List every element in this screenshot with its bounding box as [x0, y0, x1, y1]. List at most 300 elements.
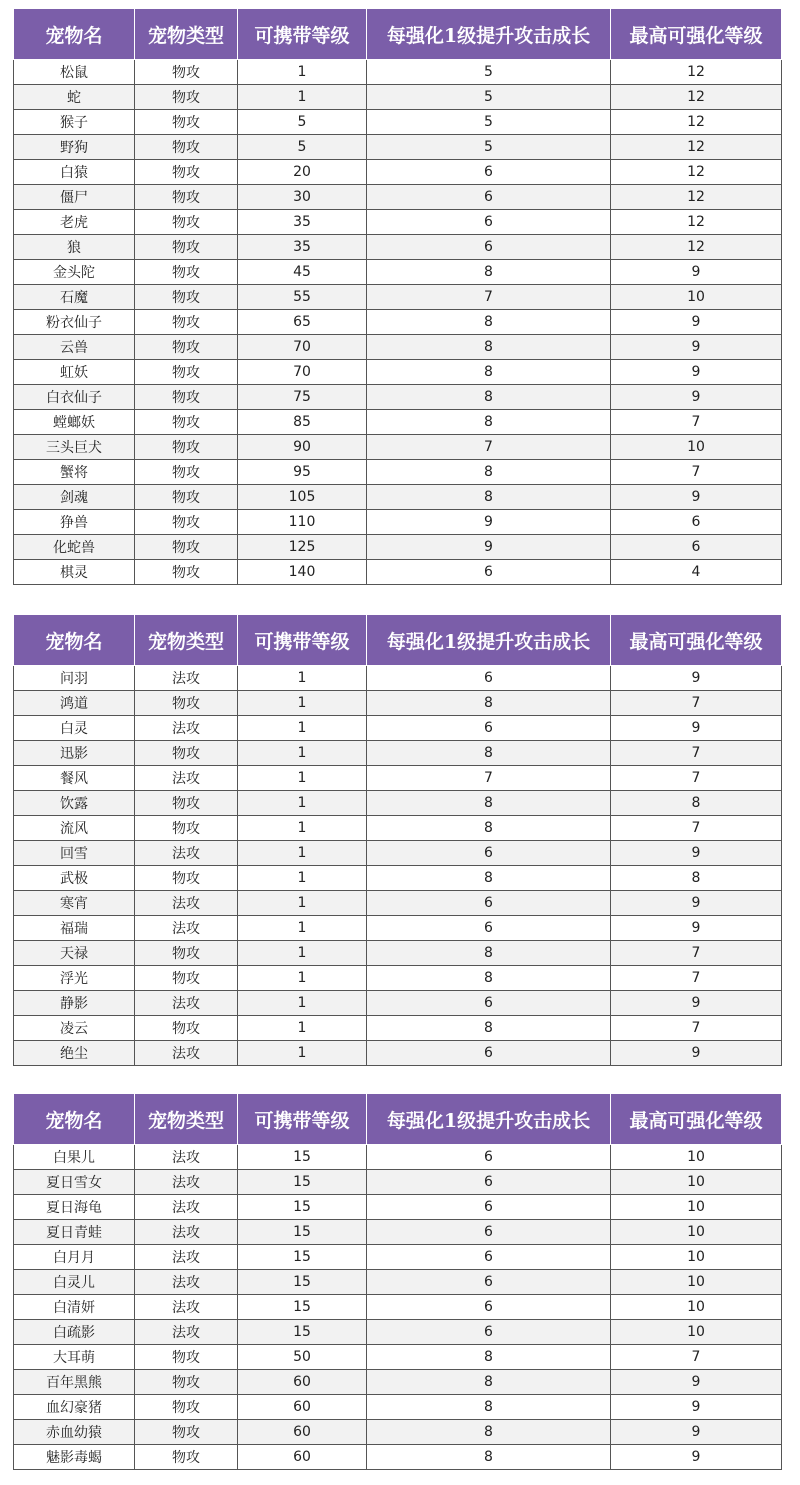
cell-pet-type: 物攻: [135, 741, 238, 766]
cell-pet-type: 物攻: [135, 1420, 238, 1445]
table-row: [14, 410, 782, 435]
cell-max-enhance-level: 9: [611, 1370, 782, 1395]
cell-pet-name: 流风: [14, 816, 135, 841]
cell-carry-level: 95: [238, 460, 367, 485]
col-header-attack-growth: 每强化1级提升攻击成长: [367, 9, 611, 60]
cell-carry-level: 35: [238, 235, 367, 260]
cell-carry-level: 1: [238, 791, 367, 816]
cell-attack-growth: 8: [367, 360, 611, 385]
cell-pet-name: 狰兽: [14, 510, 135, 535]
pet-table-2: [13, 614, 782, 1066]
cell-max-enhance-level: 9: [611, 485, 782, 510]
cell-pet-name: 狼: [14, 235, 135, 260]
cell-max-enhance-level: 10: [611, 1145, 782, 1170]
cell-pet-type: 物攻: [135, 85, 238, 110]
table-row: [14, 510, 782, 535]
cell-max-enhance-level: 8: [611, 791, 782, 816]
cell-attack-growth: 8: [367, 485, 611, 510]
cell-carry-level: 15: [238, 1195, 367, 1220]
table-row: [14, 310, 782, 335]
cell-carry-level: 125: [238, 535, 367, 560]
cell-max-enhance-level: 9: [611, 335, 782, 360]
cell-max-enhance-level: 9: [611, 1445, 782, 1470]
cell-attack-growth: 7: [367, 766, 611, 791]
cell-pet-type: 法攻: [135, 1170, 238, 1195]
table-header-row: [14, 1094, 782, 1145]
cell-max-enhance-level: 7: [611, 941, 782, 966]
cell-carry-level: 15: [238, 1220, 367, 1245]
cell-attack-growth: 8: [367, 1016, 611, 1041]
cell-attack-growth: 5: [367, 110, 611, 135]
cell-attack-growth: 6: [367, 560, 611, 585]
cell-pet-type: 物攻: [135, 60, 238, 85]
cell-attack-growth: 6: [367, 1145, 611, 1170]
cell-attack-growth: 6: [367, 666, 611, 691]
pet-table-2-wrapper: [13, 614, 781, 1066]
cell-pet-type: 法攻: [135, 916, 238, 941]
cell-max-enhance-level: 10: [611, 1220, 782, 1245]
cell-attack-growth: 8: [367, 1420, 611, 1445]
cell-max-enhance-level: 9: [611, 841, 782, 866]
cell-pet-name: 白衣仙子: [14, 385, 135, 410]
cell-attack-growth: 8: [367, 941, 611, 966]
cell-attack-growth: 6: [367, 1270, 611, 1295]
cell-pet-type: 物攻: [135, 966, 238, 991]
cell-pet-type: 物攻: [135, 1016, 238, 1041]
cell-pet-name: 问羽: [14, 666, 135, 691]
table-row: [14, 1445, 782, 1470]
cell-attack-growth: 7: [367, 285, 611, 310]
cell-carry-level: 5: [238, 110, 367, 135]
cell-max-enhance-level: 7: [611, 460, 782, 485]
cell-carry-level: 1: [238, 691, 367, 716]
cell-pet-type: 物攻: [135, 510, 238, 535]
col-header-pet-name: 宠物名: [14, 9, 135, 60]
cell-pet-type: 物攻: [135, 260, 238, 285]
cell-max-enhance-level: 12: [611, 110, 782, 135]
cell-carry-level: 1: [238, 941, 367, 966]
cell-attack-growth: 8: [367, 1395, 611, 1420]
cell-max-enhance-level: 9: [611, 310, 782, 335]
table-row: [14, 160, 782, 185]
cell-max-enhance-level: 9: [611, 991, 782, 1016]
col-header-carry-level: 可携带等级: [238, 9, 367, 60]
table-row: [14, 841, 782, 866]
table-row: [14, 85, 782, 110]
cell-pet-name: 白灵: [14, 716, 135, 741]
cell-carry-level: 1: [238, 816, 367, 841]
cell-attack-growth: 8: [367, 1445, 611, 1470]
cell-max-enhance-level: 9: [611, 1041, 782, 1066]
cell-attack-growth: 9: [367, 535, 611, 560]
cell-pet-name: 石魔: [14, 285, 135, 310]
cell-attack-growth: 6: [367, 1245, 611, 1270]
cell-max-enhance-level: 10: [611, 1270, 782, 1295]
cell-pet-name: 饮露: [14, 791, 135, 816]
cell-pet-type: 物攻: [135, 816, 238, 841]
table-row: [14, 1370, 782, 1395]
cell-attack-growth: 6: [367, 1220, 611, 1245]
table-row: [14, 1041, 782, 1066]
cell-max-enhance-level: 8: [611, 866, 782, 891]
cell-pet-type: 物攻: [135, 385, 238, 410]
cell-pet-name: 虹妖: [14, 360, 135, 385]
table-row: [14, 1345, 782, 1370]
cell-pet-name: 蟹将: [14, 460, 135, 485]
cell-carry-level: 105: [238, 485, 367, 510]
cell-attack-growth: 8: [367, 741, 611, 766]
table-row: [14, 235, 782, 260]
cell-max-enhance-level: 7: [611, 410, 782, 435]
table-row: [14, 1295, 782, 1320]
cell-attack-growth: 5: [367, 85, 611, 110]
table-row: [14, 791, 782, 816]
cell-pet-type: 物攻: [135, 410, 238, 435]
col-header-pet-name: 宠物名: [14, 1094, 135, 1145]
table-row: [14, 1016, 782, 1041]
cell-carry-level: 1: [238, 766, 367, 791]
cell-max-enhance-level: 9: [611, 716, 782, 741]
cell-max-enhance-level: 7: [611, 966, 782, 991]
cell-attack-growth: 6: [367, 1295, 611, 1320]
cell-carry-level: 45: [238, 260, 367, 285]
cell-attack-growth: 6: [367, 1170, 611, 1195]
cell-max-enhance-level: 9: [611, 1395, 782, 1420]
cell-carry-level: 15: [238, 1295, 367, 1320]
cell-max-enhance-level: 10: [611, 1245, 782, 1270]
cell-pet-type: 物攻: [135, 560, 238, 585]
cell-max-enhance-level: 12: [611, 210, 782, 235]
cell-attack-growth: 8: [367, 691, 611, 716]
table-row: [14, 485, 782, 510]
cell-pet-type: 法攻: [135, 1041, 238, 1066]
cell-carry-level: 1: [238, 666, 367, 691]
cell-max-enhance-level: 10: [611, 1320, 782, 1345]
cell-pet-name: 云兽: [14, 335, 135, 360]
cell-pet-type: 法攻: [135, 841, 238, 866]
cell-pet-name: 赤血幼猿: [14, 1420, 135, 1445]
cell-max-enhance-level: 7: [611, 816, 782, 841]
table-row: [14, 991, 782, 1016]
cell-pet-name: 大耳萌: [14, 1345, 135, 1370]
cell-max-enhance-level: 6: [611, 535, 782, 560]
cell-max-enhance-level: 10: [611, 1195, 782, 1220]
cell-pet-type: 物攻: [135, 110, 238, 135]
cell-attack-growth: 8: [367, 1345, 611, 1370]
cell-pet-name: 凌云: [14, 1016, 135, 1041]
cell-pet-name: 白月月: [14, 1245, 135, 1270]
cell-pet-name: 白果儿: [14, 1145, 135, 1170]
cell-carry-level: 70: [238, 335, 367, 360]
cell-max-enhance-level: 9: [611, 891, 782, 916]
cell-carry-level: 15: [238, 1170, 367, 1195]
table-row: [14, 816, 782, 841]
cell-pet-name: 夏日雪女: [14, 1170, 135, 1195]
cell-carry-level: 15: [238, 1320, 367, 1345]
cell-pet-name: 寒宵: [14, 891, 135, 916]
cell-pet-name: 餐风: [14, 766, 135, 791]
table-header-row: [14, 615, 782, 666]
cell-attack-growth: 8: [367, 816, 611, 841]
cell-pet-name: 天禄: [14, 941, 135, 966]
cell-carry-level: 1: [238, 916, 367, 941]
col-header-max-enhance-level: 最高可强化等级: [611, 9, 782, 60]
cell-max-enhance-level: 12: [611, 235, 782, 260]
table-row: [14, 916, 782, 941]
cell-carry-level: 1: [238, 60, 367, 85]
cell-pet-type: 物攻: [135, 160, 238, 185]
cell-carry-level: 60: [238, 1420, 367, 1445]
cell-max-enhance-level: 9: [611, 1420, 782, 1445]
cell-carry-level: 75: [238, 385, 367, 410]
table-row: [14, 741, 782, 766]
col-header-carry-level: 可携带等级: [238, 1094, 367, 1145]
cell-attack-growth: 6: [367, 235, 611, 260]
cell-max-enhance-level: 6: [611, 510, 782, 535]
cell-attack-growth: 5: [367, 60, 611, 85]
col-header-max-enhance-level: 最高可强化等级: [611, 1094, 782, 1145]
cell-pet-name: 白清妍: [14, 1295, 135, 1320]
cell-pet-type: 法攻: [135, 666, 238, 691]
table-row: [14, 766, 782, 791]
cell-attack-growth: 8: [367, 1370, 611, 1395]
table-row: [14, 1270, 782, 1295]
cell-pet-name: 螳螂妖: [14, 410, 135, 435]
cell-max-enhance-level: 9: [611, 385, 782, 410]
cell-pet-name: 回雪: [14, 841, 135, 866]
cell-pet-name: 粉衣仙子: [14, 310, 135, 335]
cell-carry-level: 1: [238, 991, 367, 1016]
cell-max-enhance-level: 7: [611, 741, 782, 766]
cell-max-enhance-level: 12: [611, 160, 782, 185]
cell-pet-name: 武极: [14, 866, 135, 891]
cell-pet-name: 金头陀: [14, 260, 135, 285]
cell-max-enhance-level: 10: [611, 1295, 782, 1320]
table-row: [14, 716, 782, 741]
cell-pet-name: 猴子: [14, 110, 135, 135]
cell-pet-name: 老虎: [14, 210, 135, 235]
cell-max-enhance-level: 10: [611, 285, 782, 310]
cell-pet-name: 白疏影: [14, 1320, 135, 1345]
cell-pet-name: 静影: [14, 991, 135, 1016]
table-row: [14, 460, 782, 485]
pet-table-3-wrapper: [13, 1093, 781, 1470]
cell-carry-level: 85: [238, 410, 367, 435]
col-header-pet-type: 宠物类型: [135, 615, 238, 666]
table-row: [14, 941, 782, 966]
cell-attack-growth: 6: [367, 160, 611, 185]
cell-attack-growth: 6: [367, 716, 611, 741]
cell-carry-level: 140: [238, 560, 367, 585]
cell-carry-level: 50: [238, 1345, 367, 1370]
table-row: [14, 335, 782, 360]
cell-pet-name: 野狗: [14, 135, 135, 160]
cell-pet-name: 剑魂: [14, 485, 135, 510]
table-row: [14, 285, 782, 310]
cell-pet-type: 物攻: [135, 691, 238, 716]
cell-pet-type: 法攻: [135, 1145, 238, 1170]
cell-attack-growth: 6: [367, 891, 611, 916]
cell-pet-name: 僵尸: [14, 185, 135, 210]
cell-attack-growth: 8: [367, 310, 611, 335]
cell-pet-name: 浮光: [14, 966, 135, 991]
cell-attack-growth: 8: [367, 460, 611, 485]
cell-carry-level: 60: [238, 1395, 367, 1420]
cell-pet-type: 法攻: [135, 766, 238, 791]
table-row: [14, 535, 782, 560]
cell-max-enhance-level: 12: [611, 185, 782, 210]
pet-table-3: [13, 1093, 782, 1470]
cell-attack-growth: 6: [367, 1195, 611, 1220]
table-row: [14, 210, 782, 235]
cell-carry-level: 30: [238, 185, 367, 210]
cell-max-enhance-level: 7: [611, 1345, 782, 1370]
cell-pet-name: 迅影: [14, 741, 135, 766]
table-row: [14, 966, 782, 991]
cell-carry-level: 110: [238, 510, 367, 535]
table-row: [14, 560, 782, 585]
table-row: [14, 1220, 782, 1245]
table-row: [14, 1170, 782, 1195]
cell-pet-type: 物攻: [135, 185, 238, 210]
cell-pet-type: 物攻: [135, 485, 238, 510]
cell-pet-name: 蛇: [14, 85, 135, 110]
cell-pet-type: 法攻: [135, 891, 238, 916]
cell-pet-name: 白灵儿: [14, 1270, 135, 1295]
cell-pet-type: 物攻: [135, 1445, 238, 1470]
table-row: [14, 60, 782, 85]
cell-pet-type: 法攻: [135, 1245, 238, 1270]
cell-max-enhance-level: 9: [611, 360, 782, 385]
cell-carry-level: 90: [238, 435, 367, 460]
cell-pet-name: 三头巨犬: [14, 435, 135, 460]
cell-carry-level: 15: [238, 1270, 367, 1295]
cell-pet-type: 物攻: [135, 866, 238, 891]
cell-carry-level: 1: [238, 841, 367, 866]
cell-pet-type: 物攻: [135, 791, 238, 816]
cell-attack-growth: 8: [367, 410, 611, 435]
cell-pet-type: 物攻: [135, 941, 238, 966]
cell-pet-name: 化蛇兽: [14, 535, 135, 560]
table-row: [14, 691, 782, 716]
cell-max-enhance-level: 4: [611, 560, 782, 585]
cell-carry-level: 20: [238, 160, 367, 185]
cell-carry-level: 1: [238, 891, 367, 916]
cell-pet-type: 法攻: [135, 1220, 238, 1245]
cell-attack-growth: 6: [367, 1320, 611, 1345]
col-header-pet-type: 宠物类型: [135, 9, 238, 60]
cell-attack-growth: 6: [367, 841, 611, 866]
table-row: [14, 110, 782, 135]
cell-attack-growth: 9: [367, 510, 611, 535]
cell-pet-name: 松鼠: [14, 60, 135, 85]
cell-attack-growth: 6: [367, 185, 611, 210]
cell-max-enhance-level: 7: [611, 1016, 782, 1041]
cell-attack-growth: 8: [367, 335, 611, 360]
cell-pet-type: 物攻: [135, 460, 238, 485]
col-header-attack-growth: 每强化1级提升攻击成长: [367, 615, 611, 666]
table-row: [14, 1320, 782, 1345]
cell-carry-level: 60: [238, 1445, 367, 1470]
table-row: [14, 1245, 782, 1270]
cell-pet-type: 物攻: [135, 435, 238, 460]
cell-carry-level: 60: [238, 1370, 367, 1395]
table-row: [14, 1145, 782, 1170]
cell-carry-level: 55: [238, 285, 367, 310]
cell-carry-level: 1: [238, 85, 367, 110]
cell-pet-type: 法攻: [135, 1195, 238, 1220]
pet-table-1-wrapper: [13, 8, 781, 585]
cell-pet-name: 棋灵: [14, 560, 135, 585]
cell-attack-growth: 8: [367, 260, 611, 285]
cell-pet-name: 百年黑熊: [14, 1370, 135, 1395]
cell-carry-level: 1: [238, 866, 367, 891]
cell-max-enhance-level: 9: [611, 666, 782, 691]
cell-pet-name: 血幻豪猪: [14, 1395, 135, 1420]
cell-pet-name: 绝尘: [14, 1041, 135, 1066]
col-header-attack-growth: 每强化1级提升攻击成长: [367, 1094, 611, 1145]
table-row: [14, 360, 782, 385]
table-row: [14, 260, 782, 285]
cell-attack-growth: 8: [367, 966, 611, 991]
cell-attack-growth: 7: [367, 435, 611, 460]
table-row: [14, 866, 782, 891]
cell-pet-type: 物攻: [135, 310, 238, 335]
cell-max-enhance-level: 7: [611, 766, 782, 791]
cell-attack-growth: 6: [367, 1041, 611, 1066]
col-header-carry-level: 可携带等级: [238, 615, 367, 666]
table-row: [14, 385, 782, 410]
cell-pet-type: 法攻: [135, 716, 238, 741]
cell-carry-level: 15: [238, 1245, 367, 1270]
table-header-row: [14, 9, 782, 60]
table-row: [14, 891, 782, 916]
cell-pet-type: 物攻: [135, 210, 238, 235]
cell-pet-type: 法攻: [135, 991, 238, 1016]
cell-pet-name: 夏日海龟: [14, 1195, 135, 1220]
cell-pet-type: 法攻: [135, 1320, 238, 1345]
col-header-pet-name: 宠物名: [14, 615, 135, 666]
cell-attack-growth: 6: [367, 916, 611, 941]
cell-max-enhance-level: 10: [611, 435, 782, 460]
cell-max-enhance-level: 12: [611, 60, 782, 85]
cell-pet-type: 物攻: [135, 235, 238, 260]
cell-carry-level: 70: [238, 360, 367, 385]
cell-pet-type: 物攻: [135, 1370, 238, 1395]
cell-carry-level: 1: [238, 741, 367, 766]
cell-pet-type: 物攻: [135, 285, 238, 310]
cell-pet-type: 物攻: [135, 535, 238, 560]
cell-carry-level: 15: [238, 1145, 367, 1170]
cell-max-enhance-level: 9: [611, 916, 782, 941]
table-row: [14, 135, 782, 160]
cell-carry-level: 65: [238, 310, 367, 335]
cell-pet-name: 白猿: [14, 160, 135, 185]
cell-max-enhance-level: 12: [611, 85, 782, 110]
cell-pet-name: 鸿道: [14, 691, 135, 716]
cell-pet-type: 法攻: [135, 1295, 238, 1320]
cell-attack-growth: 5: [367, 135, 611, 160]
cell-attack-growth: 8: [367, 791, 611, 816]
cell-pet-type: 物攻: [135, 335, 238, 360]
cell-pet-type: 物攻: [135, 1395, 238, 1420]
cell-carry-level: 1: [238, 1016, 367, 1041]
cell-attack-growth: 8: [367, 866, 611, 891]
pet-table-1: [13, 8, 782, 585]
cell-carry-level: 1: [238, 716, 367, 741]
table-row: [14, 435, 782, 460]
cell-attack-growth: 8: [367, 385, 611, 410]
